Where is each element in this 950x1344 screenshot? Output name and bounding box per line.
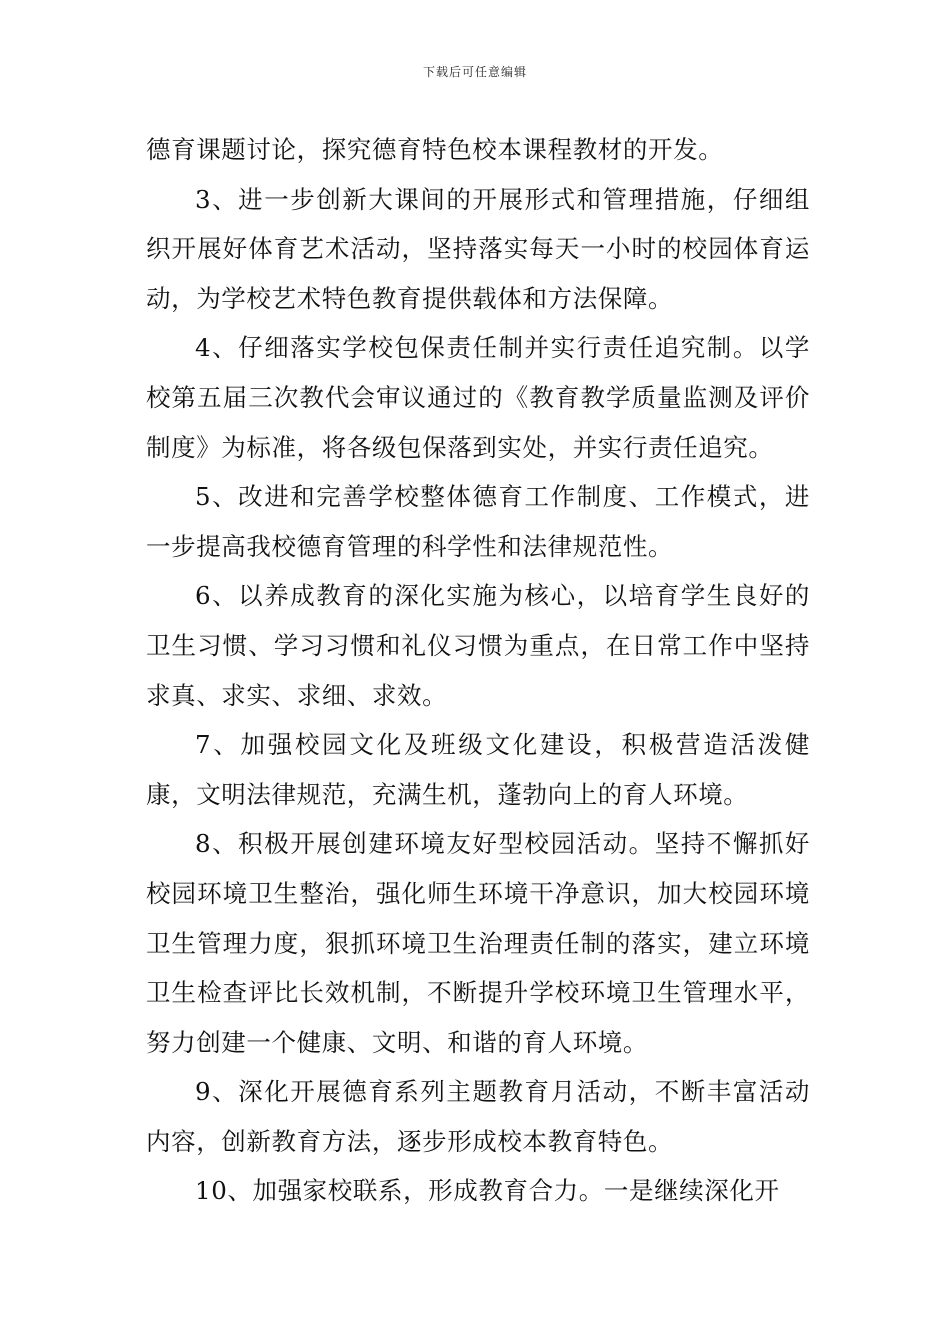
paragraph-item-8: 8、积极开展创建环境友好型校园活动。坚持不懈抓好校园环境卫生整治，强化师生环境干净意识，加大校园环境卫生管理力度，狠抓环境卫生治理责任制的落实，建立环境卫生检查评比长效机制，不断提升学校环境卫生管理水平，努力创建一个健康、文明、和谐的育人环境。	[146, 829, 810, 1057]
document-body	[146, 125, 810, 1216]
paragraph-item-9: 9、深化开展德育系列主题教育月活动，不断丰富活动内容，创新教育方法，逐步形成校本教育特色。	[146, 1077, 810, 1156]
paragraph-item-7: 7、加强校园文化及班级文化建设，积极营造活泼健康，文明法律规范，充满生机，蓬勃向上的育人环境。	[146, 730, 810, 809]
paragraph-item-3: 3、进一步创新大课间的开展形式和管理措施，仔细组织开展好体育艺术活动，坚持落实每天一小时的校园体育运动，为学校艺术特色教育提供载体和方法保障。	[146, 184, 810, 313]
paragraph-continuation: 德育课题讨论，探究德育特色校本课程教材的开发。	[146, 135, 724, 164]
paragraph-item-6: 6、以养成教育的深化实施为核心，以培育学生良好的卫生习惯、学习习惯和礼仪习惯为重点，在日常工作中坚持求真、求实、求细、求效。	[146, 581, 810, 710]
paragraph-item-4: 4、仔细落实学校包保责任制并实行责任追究制。以学校第五届三次教代会审议通过的《教育教学质量监测及评价制度》为标准，将各级包保落到实处，并实行责任追究。	[146, 333, 810, 462]
page-header: 下载后可任意编辑	[422, 65, 527, 79]
paragraph-item-5: 5、改进和完善学校整体德育工作制度、工作模式，进一步提高我校德育管理的科学性和法律规范性。	[146, 482, 810, 561]
paragraph-item-10: 10、加强家校联系，形成教育合力。一是继续深化开	[195, 1176, 780, 1206]
